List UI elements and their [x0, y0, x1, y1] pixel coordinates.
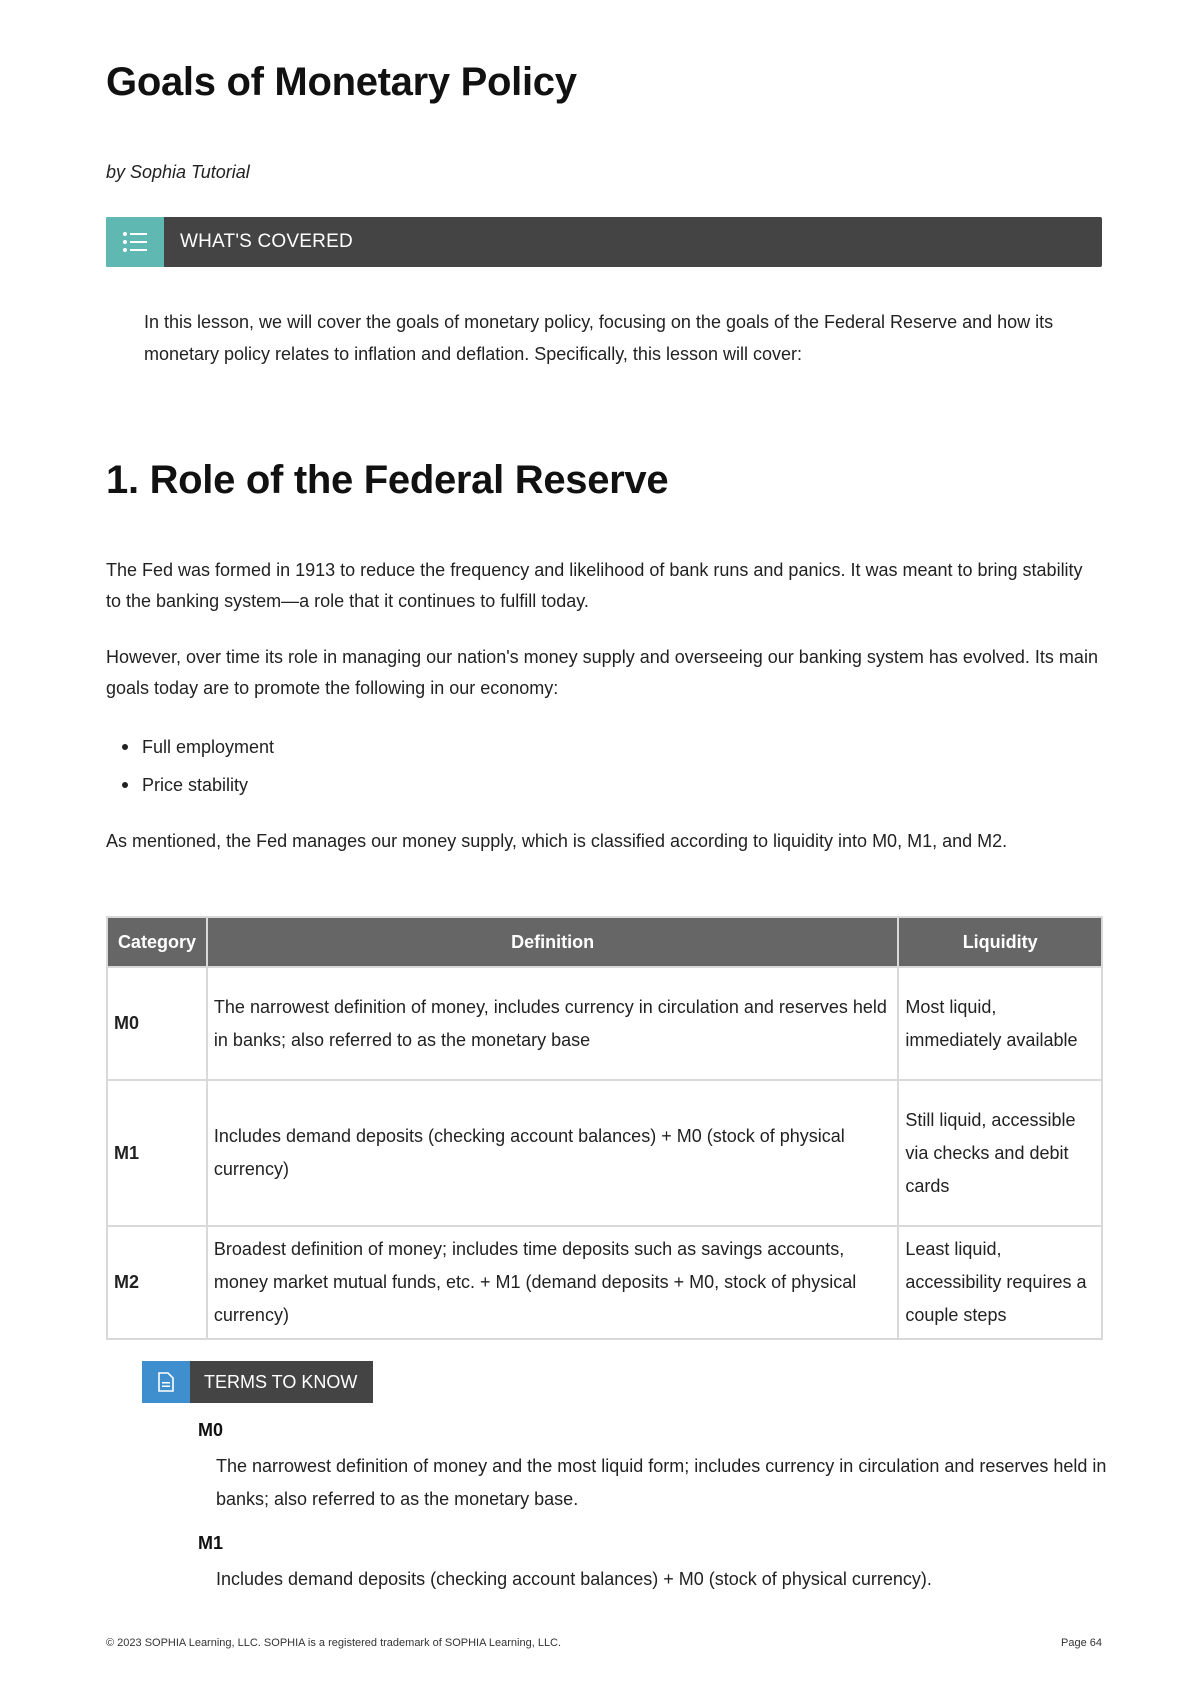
- document-icon: [142, 1361, 190, 1403]
- paragraph: However, over time its role in managing our nation's money supply and overseeing our banking system has evolved. Its main goals today are to promote the following in our economy:: [106, 647, 1098, 698]
- whats-covered-label: WHAT'S COVERED: [180, 231, 353, 252]
- category-cell: M0: [107, 967, 207, 1080]
- section-heading: 1. Role of the Federal Reserve: [106, 458, 669, 502]
- column-header: Definition: [207, 917, 898, 967]
- bullet-icon: [122, 782, 128, 788]
- term-definition: Includes demand deposits (checking account balances) + M0 (stock of physical currency).: [216, 1569, 932, 1589]
- liquidity-cell: Least liquid, accessibility requires a couple steps: [898, 1226, 1102, 1339]
- page-title: Goals of Monetary Policy: [106, 60, 577, 104]
- list-icon: [106, 217, 164, 267]
- liquidity-cell: Most liquid, immediately available: [898, 967, 1102, 1080]
- list-item: [122, 728, 274, 766]
- page-number: Page 64: [1061, 1637, 1102, 1649]
- table-row: [107, 967, 1102, 1080]
- term-name: M1: [198, 1533, 224, 1553]
- term-name: M0: [198, 1420, 224, 1440]
- goals-list: [122, 728, 274, 804]
- category-cell: M1: [107, 1080, 207, 1226]
- list-item: [122, 766, 274, 804]
- term-definition: The narrowest definition of money and the most liquid form; includes currency in circulation and reserves held in banks; also referred to as the monetary base.: [216, 1456, 1107, 1509]
- table-header-row: [107, 917, 1102, 967]
- column-header: Liquidity: [898, 917, 1102, 967]
- table-row: [107, 1080, 1102, 1226]
- byline: by Sophia Tutorial: [106, 162, 250, 182]
- whats-covered-bar: [106, 217, 1102, 267]
- list-item-label: Price stability: [142, 775, 249, 795]
- category-cell: M2: [107, 1226, 207, 1339]
- definition-cell: The narrowest definition of money, includes currency in circulation and reserves held in banks; also referred to as the monetary base: [207, 967, 898, 1080]
- paragraph: The Fed was formed in 1913 to reduce the frequency and likelihood of bank runs and panics. It was meant to bring stability to the banking system—a role that it continues to fulfill today.: [106, 560, 1083, 611]
- definition-cell: Broadest definition of money; includes time deposits such as savings accounts, money market mutual funds, etc. + M1 (demand deposits + M0, stock of physical currency): [207, 1226, 898, 1339]
- money-supply-table: [106, 916, 1103, 1340]
- bullet-icon: [122, 744, 128, 750]
- footer-copyright: © 2023 SOPHIA Learning, LLC. SOPHIA is a registered trademark of SOPHIA Learning, LLC.: [106, 1637, 562, 1649]
- liquidity-cell: Still liquid, accessible via checks and debit cards: [898, 1080, 1102, 1226]
- list-item-label: Full employment: [142, 737, 275, 757]
- definition-cell: Includes demand deposits (checking account balances) + M0 (stock of physical currency): [207, 1080, 898, 1226]
- paragraph: As mentioned, the Fed manages our money supply, which is classified according to liquidity into M0, M1, and M2.: [106, 831, 1008, 851]
- column-header: Category: [107, 917, 207, 967]
- terms-to-know-label: TERMS TO KNOW: [190, 1361, 373, 1403]
- table-row: [107, 1226, 1102, 1339]
- terms-to-know-bar: [142, 1361, 373, 1403]
- whats-covered-text: In this lesson, we will cover the goals of monetary policy, focusing on the goals of the Federal Reserve and how its monetary policy relates to inflation and deflation. Specifically, this lesson will cover:: [144, 312, 1054, 364]
